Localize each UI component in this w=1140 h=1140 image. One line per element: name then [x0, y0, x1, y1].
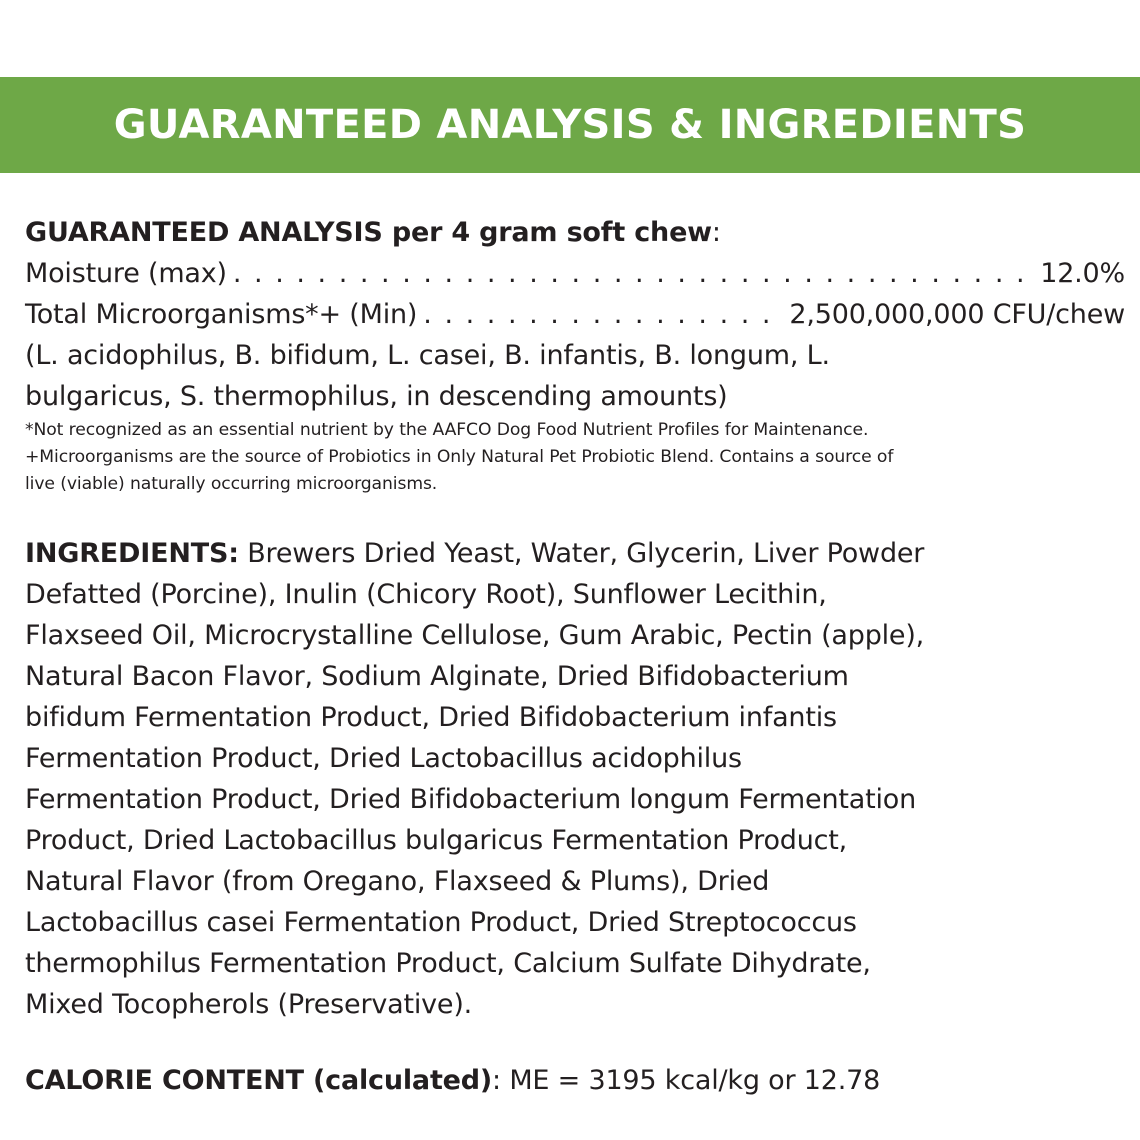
ingredients-label: INGREDIENTS:	[25, 538, 239, 569]
ingredients-line: Defatted (Porcine), Inulin (Chicory Root), Sunflower Lecithin,	[25, 579, 827, 610]
analysis-row-label: Moisture (max)	[25, 258, 227, 289]
analysis-row-moisture	[25, 253, 1125, 294]
analysis-row-value: 12.0%	[1040, 258, 1125, 289]
species-line: bulgaricus, S. thermophilus, in descending amounts)	[25, 381, 728, 412]
ingredients-line: Natural Flavor (from Oregano, Flaxseed & Plums), Dried	[25, 866, 770, 897]
footnote: *Not recognized as an essential nutrient by the AAFCO Dog Food Nutrient Profiles for Maintenance.	[25, 420, 869, 440]
page-title: GUARANTEED ANALYSIS & INGREDIENTS	[113, 102, 1027, 148]
analysis-heading-label: GUARANTEED ANALYSIS per 4 gram soft chew	[25, 217, 712, 248]
footnote: +Microorganisms are the source of Probiotics in Only Natural Pet Probiotic Blend. Contains a source of	[25, 447, 894, 467]
header-banner	[0, 77, 1140, 173]
ingredients-line	[25, 533, 1130, 574]
analysis-heading-suffix: :	[711, 217, 721, 248]
calorie-value: : ME = 3195 kcal/kg or 12.78	[492, 1065, 881, 1096]
footnote: live (viable) naturally occurring microorganisms.	[25, 474, 438, 494]
analysis-row-label: Total Microorganisms*+ (Min)	[25, 299, 418, 330]
dot-leader	[423, 294, 783, 335]
ingredients-text: Brewers Dried Yeast, Water, Glycerin, Liver Powder	[238, 538, 925, 569]
ingredients-line: thermophilus Fermentation Product, Calcium Sulfate Dihydrate,	[25, 948, 871, 979]
ingredients-line: Fermentation Product, Dried Bifidobacterium longum Fermentation	[25, 784, 917, 815]
calorie-line	[25, 1060, 1130, 1101]
ingredients-line: Product, Dried Lactobacillus bulgaricus Fermentation Product,	[25, 825, 848, 856]
analysis-heading	[25, 212, 1130, 253]
calorie-section	[25, 1060, 1130, 1101]
ingredients-line: Flaxseed Oil, Microcrystalline Cellulose, Gum Arabic, Pectin (apple),	[25, 620, 925, 651]
analysis-row-value: 2,500,000,000 CFU/chew	[789, 299, 1125, 330]
label-content	[25, 212, 1130, 1101]
ingredients-section	[25, 533, 1130, 1025]
ingredients-line: Natural Bacon Flavor, Sodium Alginate, Dried Bifidobacterium	[25, 661, 849, 692]
ingredients-line: Mixed Tocopherols (Preservative).	[25, 989, 473, 1020]
ingredients-line: Lactobacillus casei Fermentation Product, Dried Streptococcus	[25, 907, 857, 938]
calorie-label: CALORIE CONTENT (calculated)	[25, 1065, 493, 1096]
species-line: (L. acidophilus, B. bifidum, L. casei, B. infantis, B. longum, L.	[25, 340, 830, 371]
ingredients-line: bifidum Fermentation Product, Dried Bifidobacterium infantis	[25, 702, 837, 733]
dot-leader	[233, 253, 1034, 294]
analysis-row-microorganisms	[25, 294, 1125, 335]
ingredients-line: Fermentation Product, Dried Lactobacillus acidophilus	[25, 743, 742, 774]
